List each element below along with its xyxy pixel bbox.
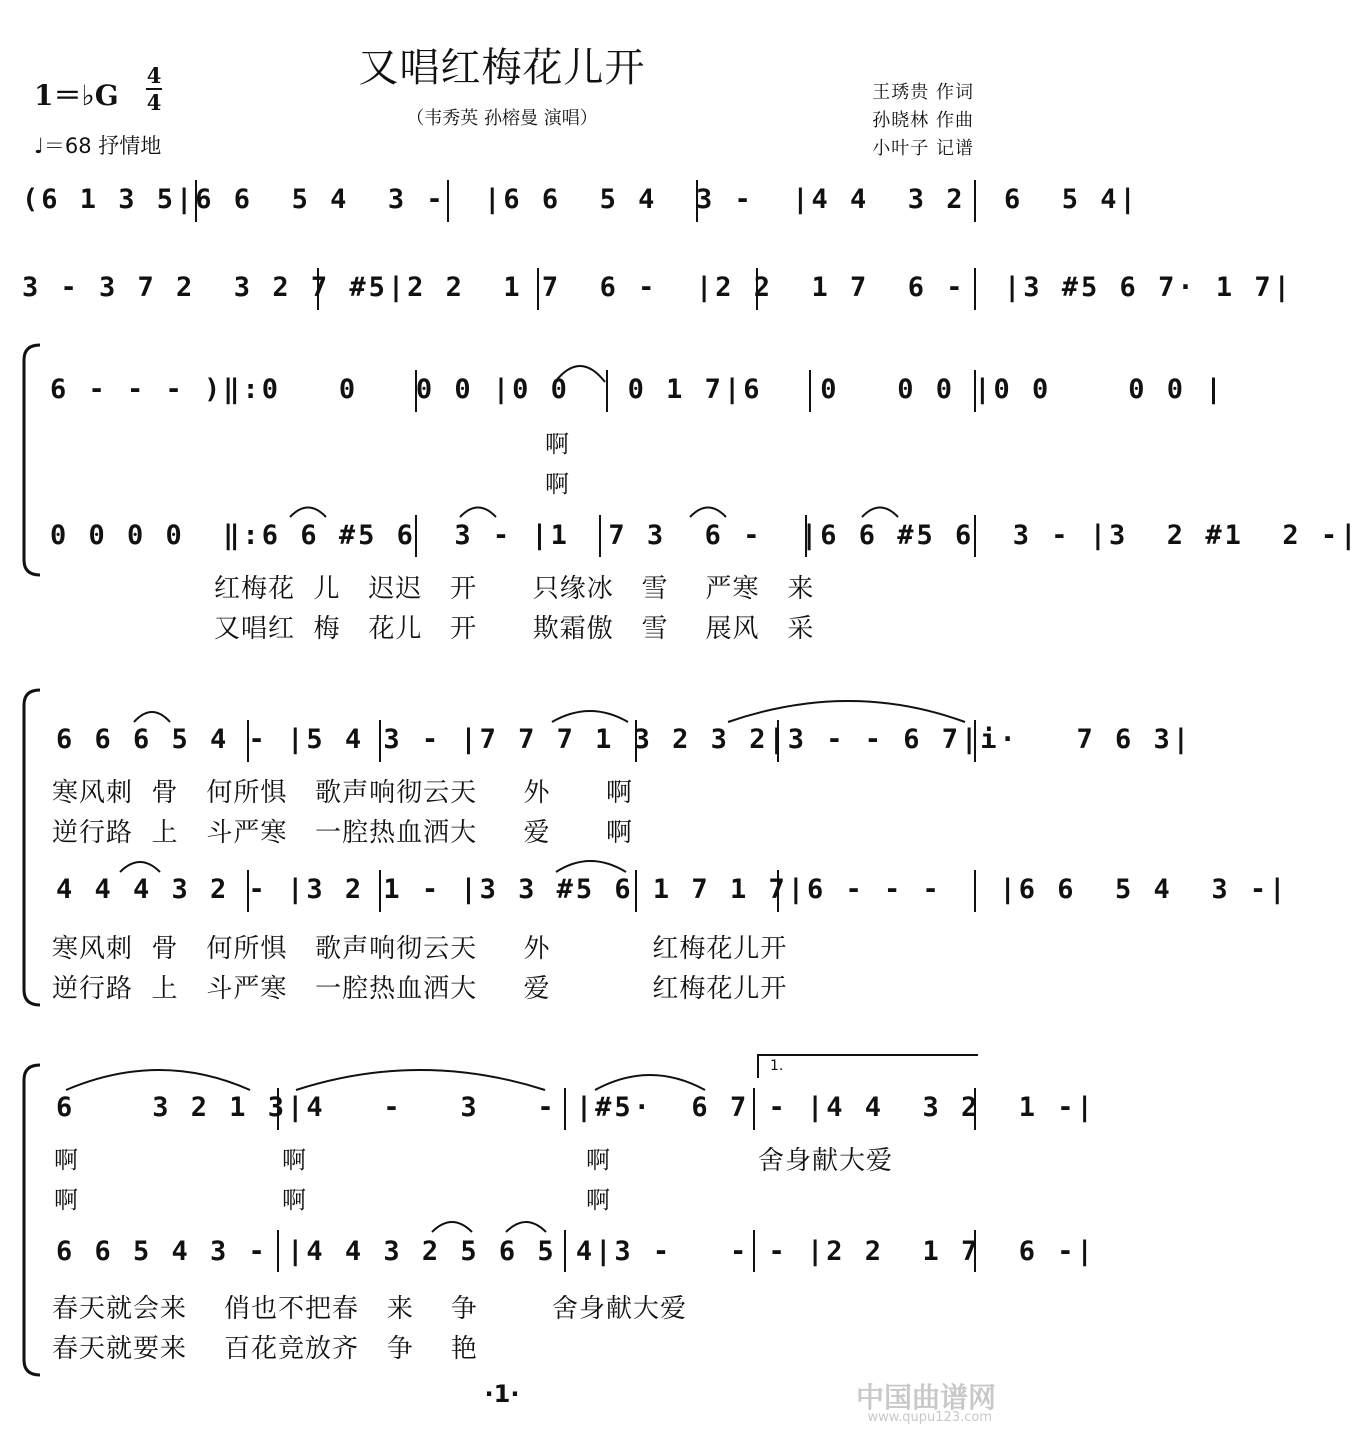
system5-lower-lyric-2: 春天就要来 百花竞放齐 争 艳 <box>52 1334 478 1364</box>
time-signature-bottom: 4 <box>146 90 162 115</box>
system5-upper-lyric-1d: 舍身献大爱 <box>758 1146 894 1176</box>
system5-upper-lyric-2c: 啊 <box>586 1186 610 1214</box>
system5-upper-lyric-2a: 啊 <box>54 1186 78 1214</box>
watermark-url: www.qupu123.com <box>867 1410 992 1425</box>
performers: （韦秀英 孙榕曼 演唱） <box>406 108 598 129</box>
system3-upper-notes: 6 - - - )‖:0 0 0 0 |0 0 0 1 7|6 0 0 0 |0 0 0 0 | <box>50 374 1225 405</box>
system3-upper-lyric-2: 啊 <box>545 470 569 498</box>
volta-label: 1. <box>770 1058 784 1074</box>
system4-lower-lyric-2: 逆行路 上 斗严寒 一腔热血洒大 爱 红梅花儿开 <box>52 974 788 1004</box>
system5-lower-notes: 6 6 5 4 3 - |4 4 3 2 5 6 5 4|3 - - - |2 2 1 7 6 -| <box>56 1236 1096 1267</box>
system5-upper-lyric-1c: 啊 <box>586 1146 610 1174</box>
system5-upper-notes: 6 3 2 1 3|4 - 3 - |#5· 6 7 - |4 4 3 2 1 -| <box>56 1092 1096 1123</box>
system4-upper-lyric-1: 寒风刺 骨 何所惧 歌声响彻云天 外 啊 <box>52 778 634 808</box>
system3-lower-lyric-2: 又唱红 梅 花儿 开 欺霜傲 雪 展风 采 <box>214 614 815 644</box>
page-number: ·1· <box>484 1380 520 1408</box>
transcriber-credit: 小叶子 记谱 <box>872 138 974 159</box>
system4-upper-lyric-2: 逆行路 上 斗严寒 一腔热血洒大 爱 啊 <box>52 818 634 848</box>
lyricist-credit: 王琇贵 作词 <box>872 82 974 103</box>
composer-credit: 孙晓林 作曲 <box>872 110 974 131</box>
system4-lower-lyric-1: 寒风刺 骨 何所惧 歌声响彻云天 外 红梅花儿开 <box>52 934 788 964</box>
tempo-marking: ♩＝68 抒情地 <box>34 134 162 158</box>
key-signature: 1＝♭G <box>34 79 119 112</box>
time-signature-top: 4 <box>146 63 162 88</box>
system4-lower-notes: 4 4 4 3 2 - |3 2 1 - |3 3 #5 6 1 7 1 7|6 - - - |6 6 5 4 3 -| <box>56 874 1289 905</box>
intro-line-1: (6 1 3 5|6 6 5 4 3 - |6 6 5 4 3 - |4 4 3 2 6 5 4| <box>22 184 1139 215</box>
intro-line-2: 3 - 3 7 2 3 2 7 #5|2 2 1 7 6 - |2 2 1 7 6 - |3 #5 6 7· 1 7| <box>22 272 1293 303</box>
volta-bracket <box>758 1055 978 1078</box>
system5-upper-lyric-1b: 啊 <box>282 1146 306 1174</box>
system5-upper-lyric-2b: 啊 <box>282 1186 306 1214</box>
system5-upper-lyric-1a: 啊 <box>54 1146 78 1174</box>
system4-upper-notes: 6 6 6 5 4 - |5 4 3 - |7 7 7 1 3 2 3 2|3 - - 6 7|i· 7 6 3| <box>56 724 1193 755</box>
system3-upper-lyric-1: 啊 <box>545 430 569 458</box>
watermark-site: 中国曲谱网 <box>855 1381 996 1414</box>
system-brackets <box>24 345 40 1375</box>
system5-lower-lyric-1: 春天就会来 俏也不把春 来 争 舍身献大爱 <box>52 1294 688 1324</box>
system3-lower-notes: 0 0 0 0 ‖:6 6 #5 6 3 - |1 7 3 6 - |6 6 #5 6 3 - |3 2 #1 2 -| <box>50 520 1359 551</box>
system3-lower-lyric-1: 红梅花 儿 迟迟 开 只缘冰 雪 严寒 来 <box>214 574 815 604</box>
score-title: 又唱红梅花儿开 <box>358 45 646 91</box>
